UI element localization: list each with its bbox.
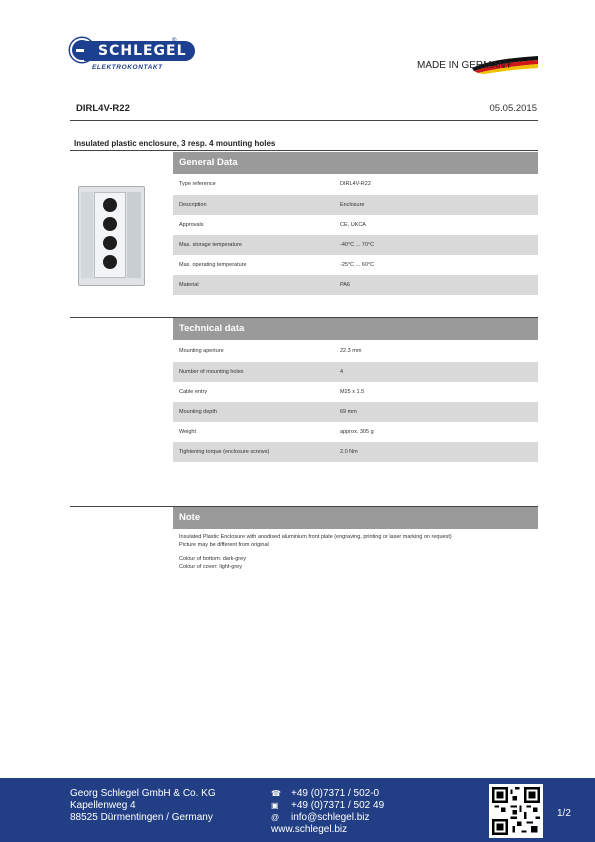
header-divider xyxy=(70,120,538,121)
phone-number[interactable]: +49 (0)7371 / 502-0 xyxy=(291,788,380,799)
table-row xyxy=(173,255,538,275)
table-row xyxy=(173,382,538,402)
email-link[interactable]: info@schlegel.biz xyxy=(291,812,370,823)
row-key: Max. operating temperature xyxy=(179,262,247,268)
note-header: Note xyxy=(173,507,538,529)
row-key: Type reference xyxy=(179,181,216,187)
table-row xyxy=(173,422,538,442)
mounting-hole xyxy=(103,217,117,231)
website-link[interactable]: www.schlegel.biz xyxy=(271,824,348,835)
row-key: Weight xyxy=(179,429,197,435)
phone-icon: ☎ xyxy=(271,789,281,798)
row-value: CE, UKCA xyxy=(340,222,366,228)
contact-info xyxy=(271,788,384,836)
footer xyxy=(0,778,595,842)
general-data-header: General Data xyxy=(173,152,538,174)
enclosure-left-edge xyxy=(81,192,93,278)
table-row xyxy=(173,362,538,382)
table-row xyxy=(173,275,538,295)
email-icon: @ xyxy=(271,813,280,822)
row-value: approx. 305 g xyxy=(340,429,374,435)
product-image xyxy=(78,186,145,286)
row-value: M25 x 1.5 xyxy=(340,389,365,395)
product-title: Insulated plastic enclosure, 3 resp. 4 mounting holes xyxy=(74,139,276,148)
row-value: Enclosure xyxy=(340,202,365,208)
company-name: Georg Schlegel GmbH & Co. KG xyxy=(70,788,216,799)
made-in-germany: MADE IN GERMANY xyxy=(417,60,513,71)
row-key: Description xyxy=(179,202,207,208)
mounting-hole xyxy=(103,198,117,212)
note-line: Colour of cover: light-grey xyxy=(179,563,242,570)
row-key: Tightening torque (enclosure screws) xyxy=(179,449,270,455)
schlegel-logo xyxy=(70,38,187,72)
row-key: Approvals xyxy=(179,222,204,228)
qr-code xyxy=(489,784,543,838)
note-line: Insulated Plastic Enclosure with anodised aluminium front plate (engraving, printing or laser marking on request) xyxy=(179,534,452,540)
note-line: Colour of bottom: dark-grey xyxy=(179,556,246,562)
city: 88525 Dürmentingen / Germany xyxy=(70,812,213,823)
page-number: 1/2 xyxy=(557,808,571,819)
enclosure-side xyxy=(127,192,141,278)
table-row xyxy=(173,442,538,462)
logo-wordmark: SCHLEGEL xyxy=(84,41,195,61)
row-value: 22.3 mm xyxy=(340,348,362,354)
document-date: 05.05.2015 xyxy=(489,103,537,114)
table-row xyxy=(173,235,538,255)
fax-number[interactable]: +49 (0)7371 / 502 49 xyxy=(291,800,385,811)
document-id: DIRL4V-R22 xyxy=(76,103,130,114)
title-divider xyxy=(70,150,538,151)
technical-data-header: Technical data xyxy=(173,318,538,340)
row-key: Max. storage temperature xyxy=(179,242,242,248)
mounting-hole xyxy=(103,236,117,250)
row-value: 4 xyxy=(340,369,344,375)
row-value: 69 mm xyxy=(340,409,357,415)
table-row xyxy=(173,174,538,194)
row-key: Mounting depth xyxy=(179,409,217,415)
row-key: Material xyxy=(179,282,199,288)
mounting-hole xyxy=(103,255,117,269)
row-value: -25°C ... 60°C xyxy=(340,262,375,268)
table-row xyxy=(173,341,538,361)
row-key: Number of mounting holes xyxy=(179,369,244,375)
row-value: PA6 xyxy=(340,282,350,288)
registered-mark-icon: ® xyxy=(172,38,177,44)
table-row xyxy=(173,215,538,235)
row-value: DIRL4V-R22 xyxy=(340,181,371,187)
row-value: -40°C ... 70°C xyxy=(340,242,375,248)
street: Kapellenweg 4 xyxy=(70,800,136,811)
note-line: Picture may be different from original xyxy=(179,541,269,548)
note-body xyxy=(179,534,539,571)
logo-subtitle: ELEKTROKONTAKT xyxy=(92,64,163,71)
company-address xyxy=(70,788,216,824)
row-key: Cable entry xyxy=(179,389,208,395)
table-row xyxy=(173,402,538,422)
row-key: Mounting aperture xyxy=(179,348,224,354)
fax-icon: ▣ xyxy=(271,801,279,810)
table-row xyxy=(173,195,538,215)
row-value: 2.0 Nm xyxy=(340,449,358,455)
